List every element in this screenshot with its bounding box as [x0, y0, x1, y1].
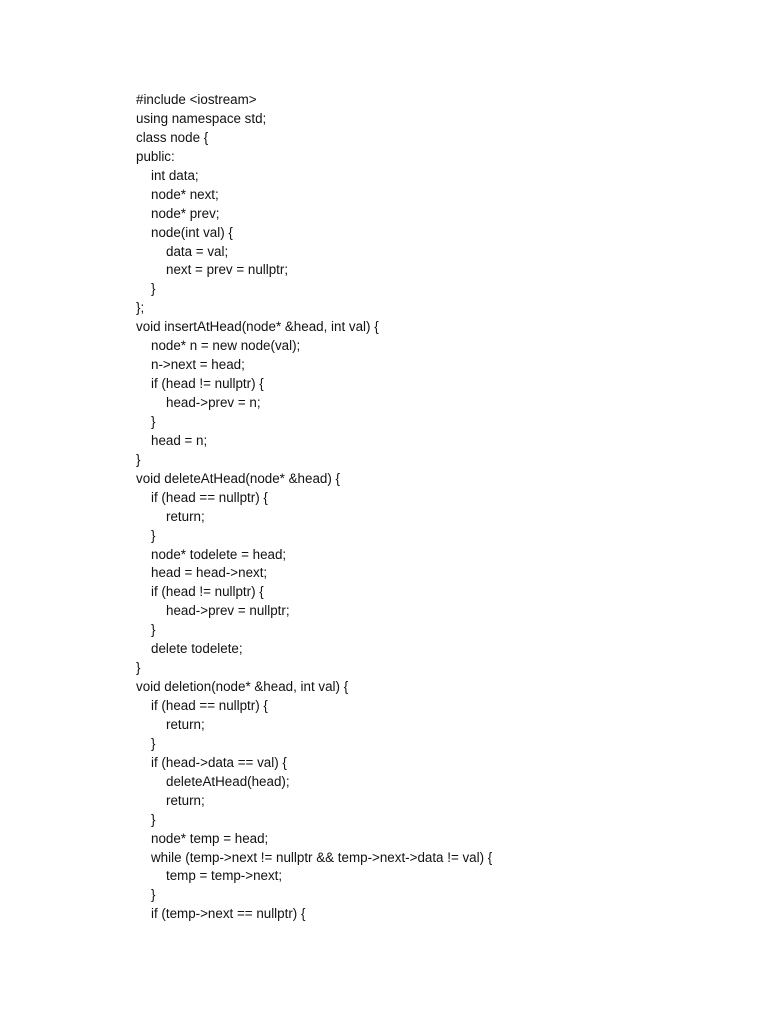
code-line: if (head->data == val) { [151, 754, 287, 770]
code-line: void insertAtHead(node* &head, int val) { [136, 319, 379, 335]
code-line: next = prev = nullptr; [166, 262, 289, 278]
code-line: int data; [151, 167, 199, 183]
code-line: head->prev = nullptr; [166, 603, 290, 619]
code-line: #include <iostream> [136, 92, 257, 107]
code-line: return; [166, 508, 205, 524]
code-line: return; [166, 792, 205, 808]
code-line: if (head != nullptr) { [151, 584, 264, 600]
code-line: delete todelete; [151, 641, 243, 657]
code-line: node* todelete = head; [151, 546, 287, 562]
code-line: node* prev; [151, 205, 220, 221]
code-line: } [151, 811, 156, 827]
code-line: temp = temp->next; [166, 868, 283, 884]
code-line: return; [166, 716, 205, 732]
code-listing [136, 91, 492, 924]
code-line: void deletion(node* &head, int val) { [136, 679, 349, 695]
code-line: } [151, 622, 156, 638]
code-line: } [151, 887, 156, 903]
code-line: node* n = new node(val); [151, 338, 301, 354]
code-line: data = val; [166, 243, 229, 259]
code-line: head = head->next; [151, 565, 268, 581]
code-line: public: [136, 148, 175, 164]
code-line: void deleteAtHead(node* &head) { [136, 470, 340, 486]
code-line: node* temp = head; [151, 830, 269, 846]
code-line: if (head == nullptr) { [151, 489, 268, 505]
code-line: if (head == nullptr) { [151, 698, 268, 713]
code-line: } [151, 413, 156, 429]
code-line: } [151, 281, 156, 297]
code-line: } [151, 527, 156, 543]
code-line: node* next; [151, 186, 219, 202]
code-line: head = n; [151, 432, 208, 448]
code-line: } [151, 735, 156, 751]
code-line: while (temp->next != nullptr && temp->next->data != val) { [151, 849, 493, 865]
code-line: n->next = head; [151, 357, 245, 373]
code-line: using namespace std; [136, 110, 267, 126]
code-line: node(int val) { [151, 224, 233, 240]
code-line: deleteAtHead(head); [166, 773, 290, 789]
code-line: class node { [136, 129, 209, 145]
code-line: head->prev = n; [166, 395, 261, 410]
code-line: }; [136, 300, 145, 316]
code-line: } [136, 660, 141, 676]
code-line: if (head != nullptr) { [151, 376, 264, 392]
code-line: } [136, 451, 141, 467]
code-line: if (temp->next == nullptr) { [151, 906, 306, 922]
